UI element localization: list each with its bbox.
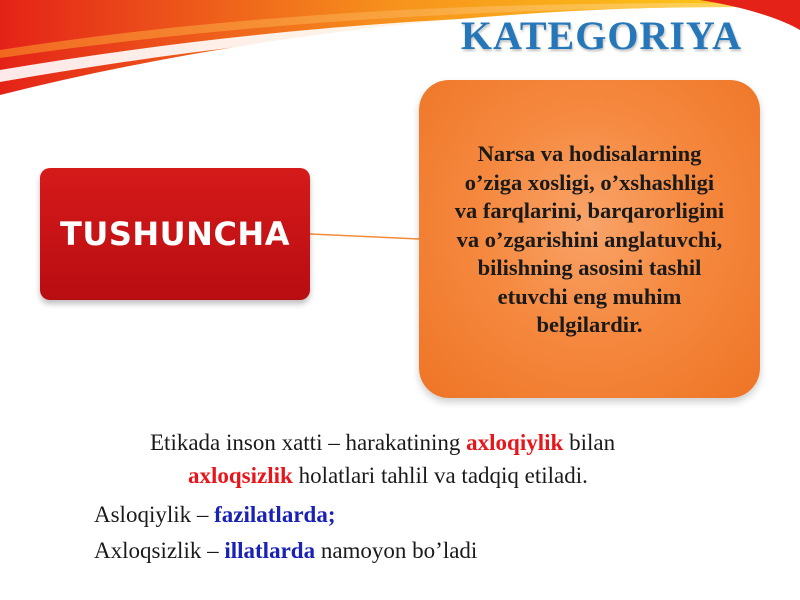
definition-line: bilishning asosini tashil [477,255,702,280]
highlight-term: illatlarda [224,538,316,563]
concept-box [40,168,310,300]
definition-text [455,140,724,340]
definition-line: va farqlarini, barqarorligini [454,198,725,223]
paragraph-line-1 [150,430,615,456]
paragraph-line-3 [94,502,335,528]
text-span: Asloqiylik – [94,502,215,527]
highlight-term: axloqsizlik [188,463,293,488]
definition-line: etuvchi eng muhim [497,283,682,309]
text-span: bilan [563,430,616,455]
concept-label: TUSHUNCHA [60,215,290,253]
text-span: holatlari tahlil va tadqiq etiladi. [292,463,588,488]
slide-title: KATEGORIYA [460,13,742,58]
definition-line: belgilardir. [536,312,643,337]
definition-line: Narsa va hodisalarning [477,141,702,166]
paragraph-line-4 [94,538,477,564]
definition-line: va o’zgarishini anglatuvchi, [456,226,723,252]
paragraph-line-2 [188,463,588,489]
highlight-term: fazilatlarda; [214,502,336,527]
definition-box [419,80,760,398]
text-span: Etikada inson xatti – harakatining [150,430,467,455]
definition-line: o’ziga xosligi, o’xshashligi [464,169,715,195]
highlight-term: axloqiylik [466,430,564,455]
text-span: namoyon bo’ladi [315,538,478,563]
text-span: Axloqsizlik – [94,538,225,563]
